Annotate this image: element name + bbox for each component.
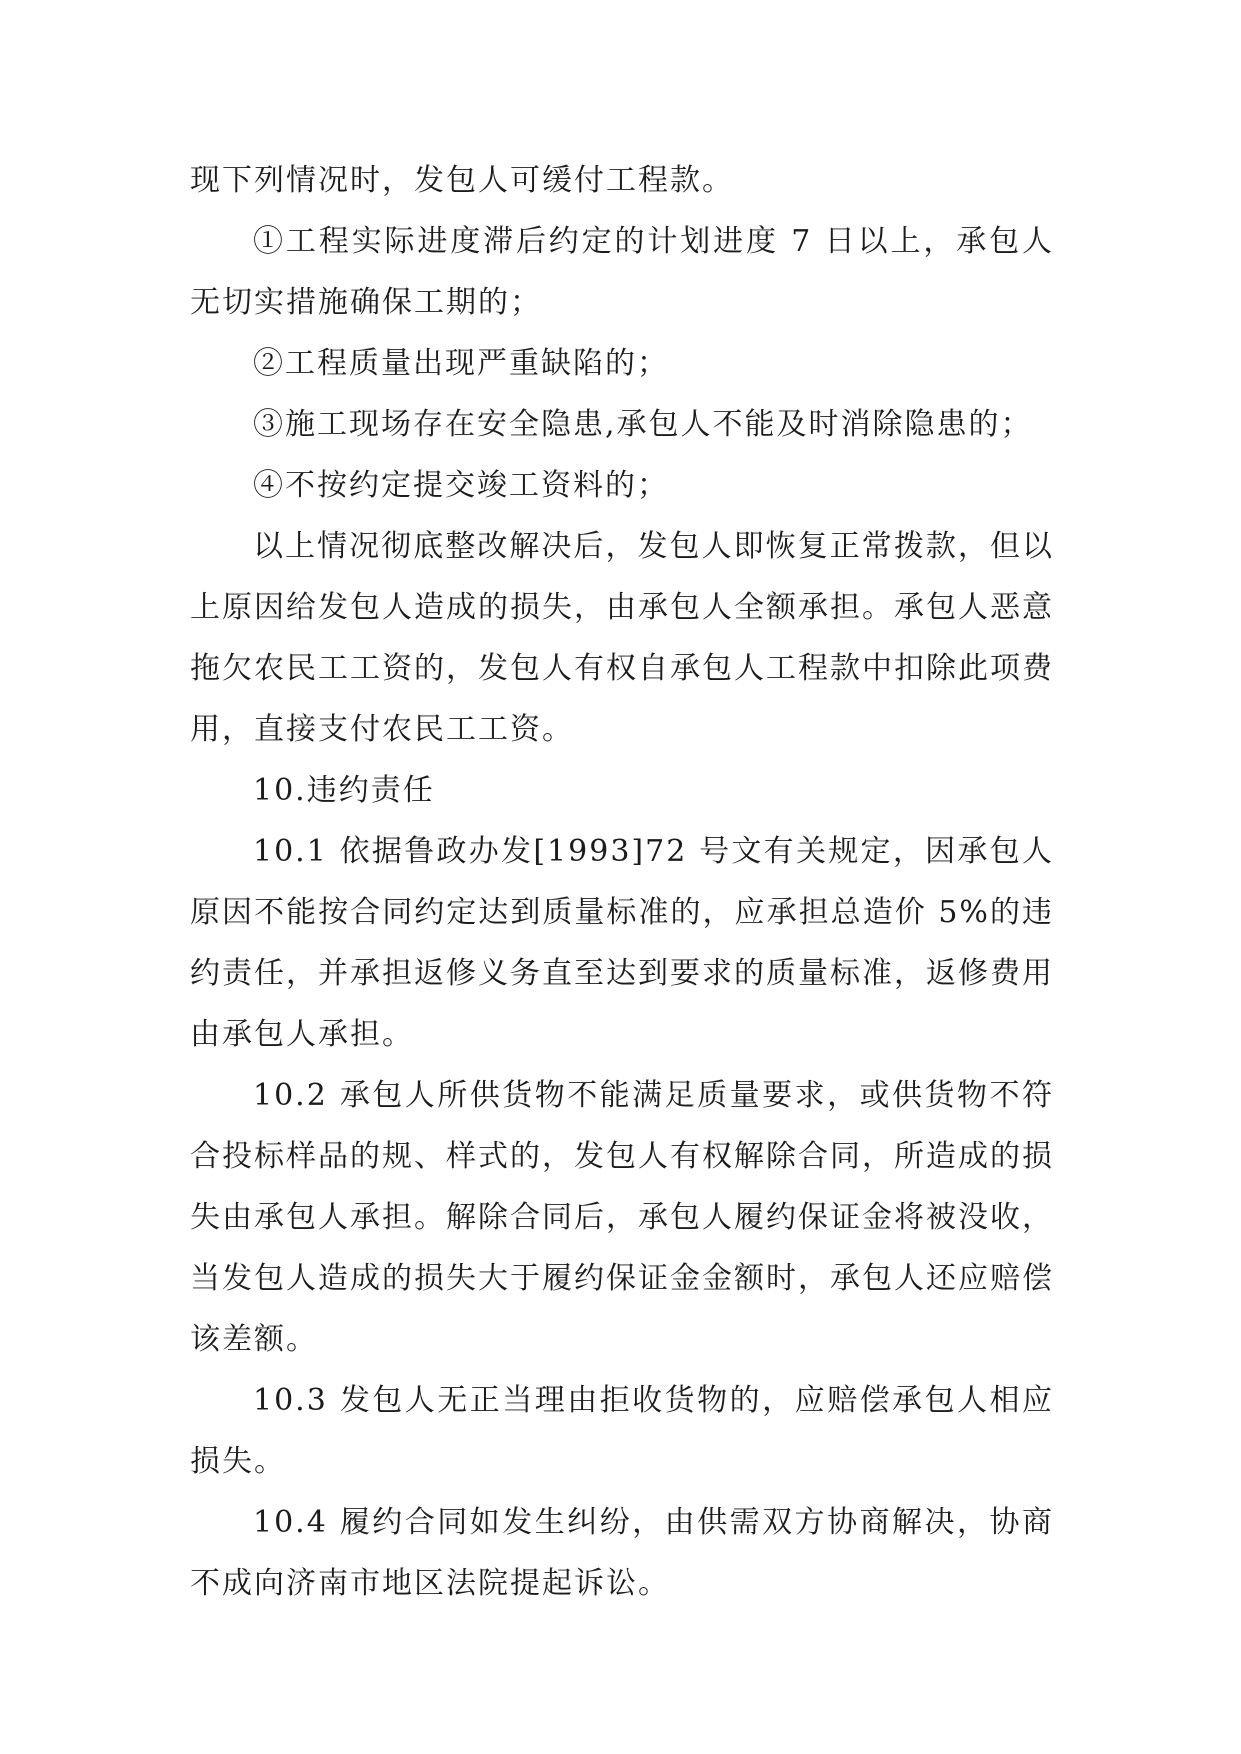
section-heading-10: 10.违约责任 (253, 773, 435, 808)
list-item-4: ④不按约定提交竣工资料的； (253, 468, 669, 503)
clause-10-2: 10.2 承包人所供货物不能满足质量要求，或供货物不符合投标样品的规、样式的，发包人有权解除合同，所造成的损失由承包人承担。解除合同后，承包人履约保证金将被没收，当发包人造成的损失大于履约保证金金额时，承包人还应赔偿该差额。 (190, 1078, 1054, 1357)
document-page (190, 150, 1054, 1614)
clause-10-1: 10.1 依据鲁政办发[1993]72 号文有关规定，因承包人原因不能按合同约定达到质量标准的，应承担总造价 5%的违约责任，并承担返修义务直至达到要求的质量标准，返修费用由承包人承担。 (190, 834, 1054, 1052)
clause-10-4: 10.4 履约合同如发生纠纷，由供需双方协商解决，协商不成向济南市地区法院提起诉讼。 (190, 1505, 1054, 1601)
list-item-3: ③施工现场存在安全隐患,承包人不能及时消除隐患的； (253, 407, 1033, 442)
clause-10-3: 10.3 发包人无正当理由拒收货物的，应赔偿承包人相应损失。 (190, 1383, 1054, 1479)
paragraph-continuation: 现下列情况时，发包人可缓付工程款。 (190, 163, 734, 198)
list-item-2: ②工程质量出现严重缺陷的； (253, 346, 669, 381)
paragraph-remediation: 以上情况彻底整改解决后，发包人即恢复正常拨款，但以上原因给发包人造成的损失，由承包人全额承担。承包人恶意拖欠农民工工资的，发包人有权自承包人工程款中扣除此项费用，直接支付农民工工资。 (190, 529, 1054, 747)
list-item-1: ①工程实际进度滞后约定的计划进度 7 日以上，承包人无切实措施确保工期的； (190, 224, 1054, 320)
